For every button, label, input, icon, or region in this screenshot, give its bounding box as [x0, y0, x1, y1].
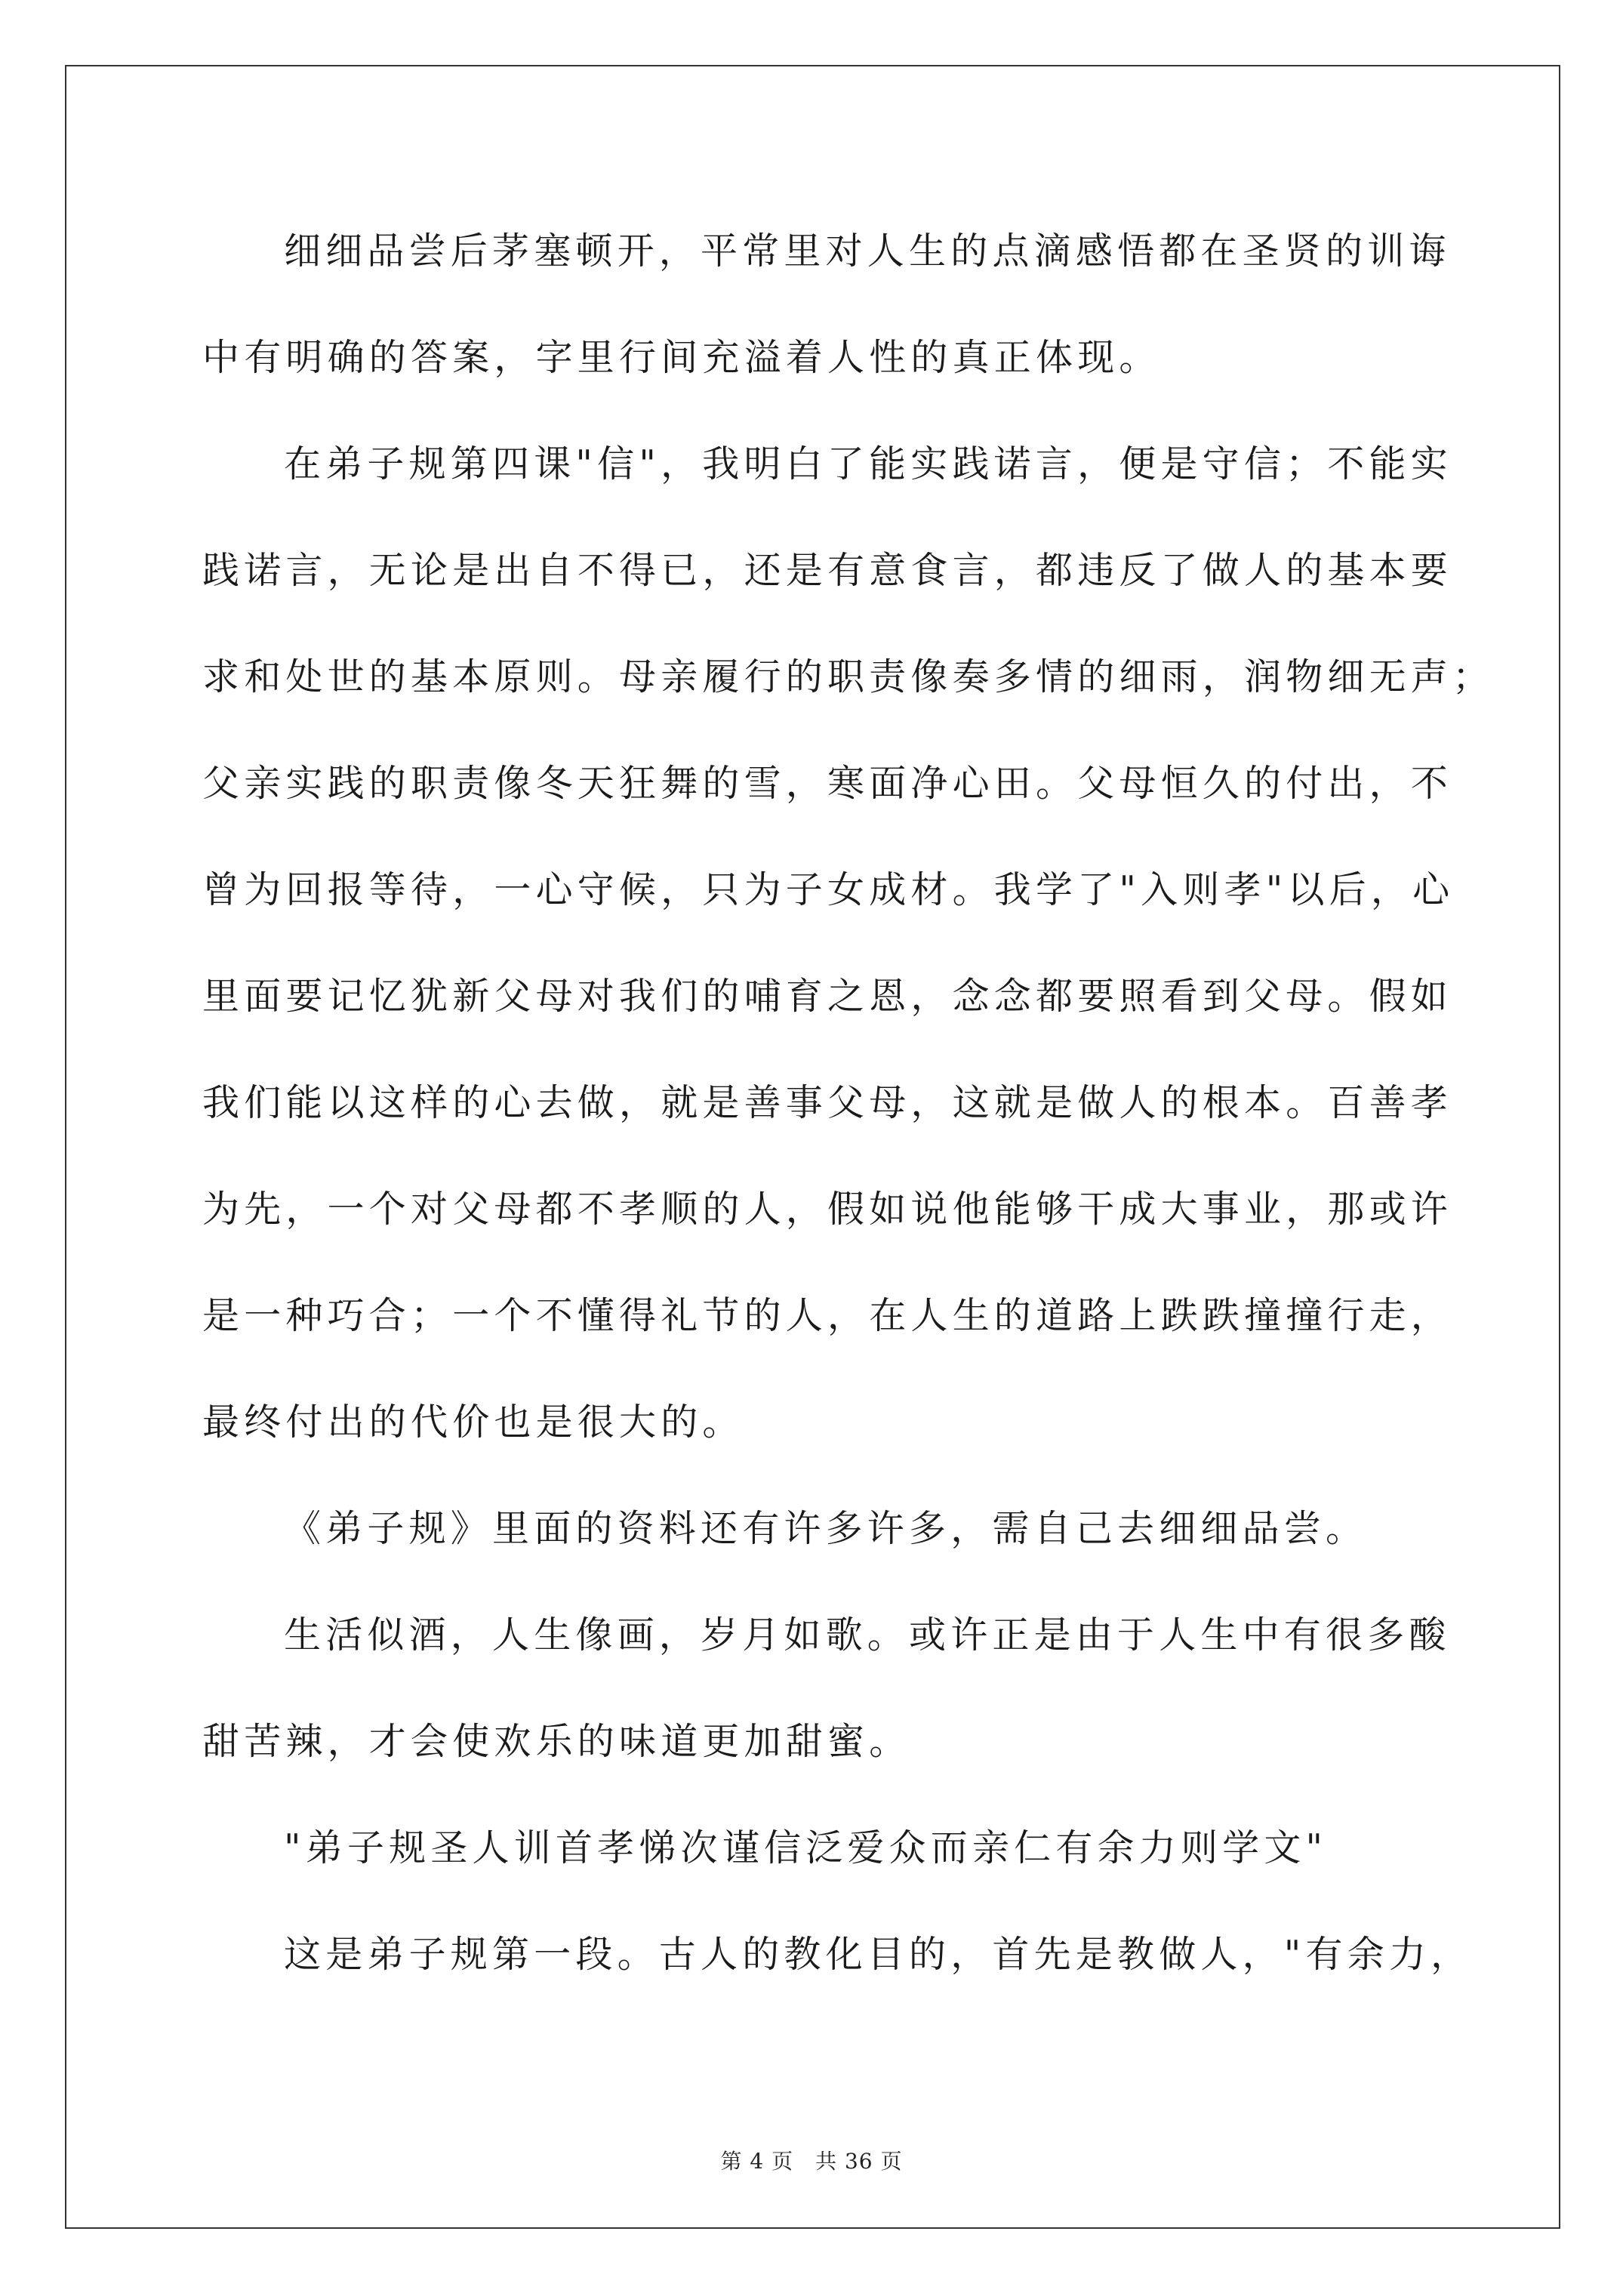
- page-number: 第 4 页 共 36 页: [720, 2149, 903, 2174]
- text-line: 细细品尝后茅塞顿开，平常里对人生的点滴感悟都在圣贤的训诲: [284, 230, 1451, 273]
- document-body: [202, 216, 1495, 2026]
- text-line: 里面要记忆犹新父母对我们的哺育之恩，念念都要照看到父母。假如: [202, 975, 1453, 1018]
- text-line: 求和处世的基本原则。母亲履行的职责像奏多情的细雨，润物细无声；: [202, 655, 1495, 698]
- text-line: 甜苦辣，才会使欢乐的味道更加甜蜜。: [202, 1720, 911, 1763]
- text-line: 我们能以这样的心去做，就是善事父母，这就是做人的根本。百善孝: [202, 1081, 1453, 1124]
- text-line: 在弟子规第四课"信"，我明白了能实践诺言，便是守信；不能实: [284, 442, 1452, 485]
- text-line: "弟子规圣人训首孝悌次谨信泛爱众而亲仁有余力则学文": [284, 1826, 1328, 1869]
- text-line: 《弟子规》里面的资料还有许多许多，需自己去细细品尝。: [284, 1507, 1368, 1550]
- text-line: 中有明确的答案，字里行间充溢着人性的真正体现。: [202, 336, 1161, 379]
- text-line: 为先，一个对父母都不孝顺的人，假如说他能够干成大事业，那或许: [202, 1188, 1453, 1231]
- text-line: 曾为回报等待，一心守候，只为子女成材。我学了"入则孝"以后，心: [202, 868, 1455, 911]
- text-line: 是一种巧合；一个不懂得礼节的人，在人生的道路上跌跌撞撞行走，: [202, 1294, 1453, 1337]
- text-line: 父亲实践的职责像冬天狂舞的雪，寒面净心田。父母恒久的付出，不: [202, 762, 1453, 805]
- text-line: 践诺言，无论是出自不得已，还是有意食言，都违反了做人的基本要: [202, 549, 1453, 592]
- text-line: 这是弟子规第一段。古人的教化目的，首先是教做人，"有余力，: [284, 1933, 1473, 1976]
- text-line: 最终付出的代价也是很大的。: [202, 1401, 744, 1444]
- text-line: 生活似酒，人生像画，岁月如歌。或许正是由于人生中有很多酸: [284, 1613, 1451, 1657]
